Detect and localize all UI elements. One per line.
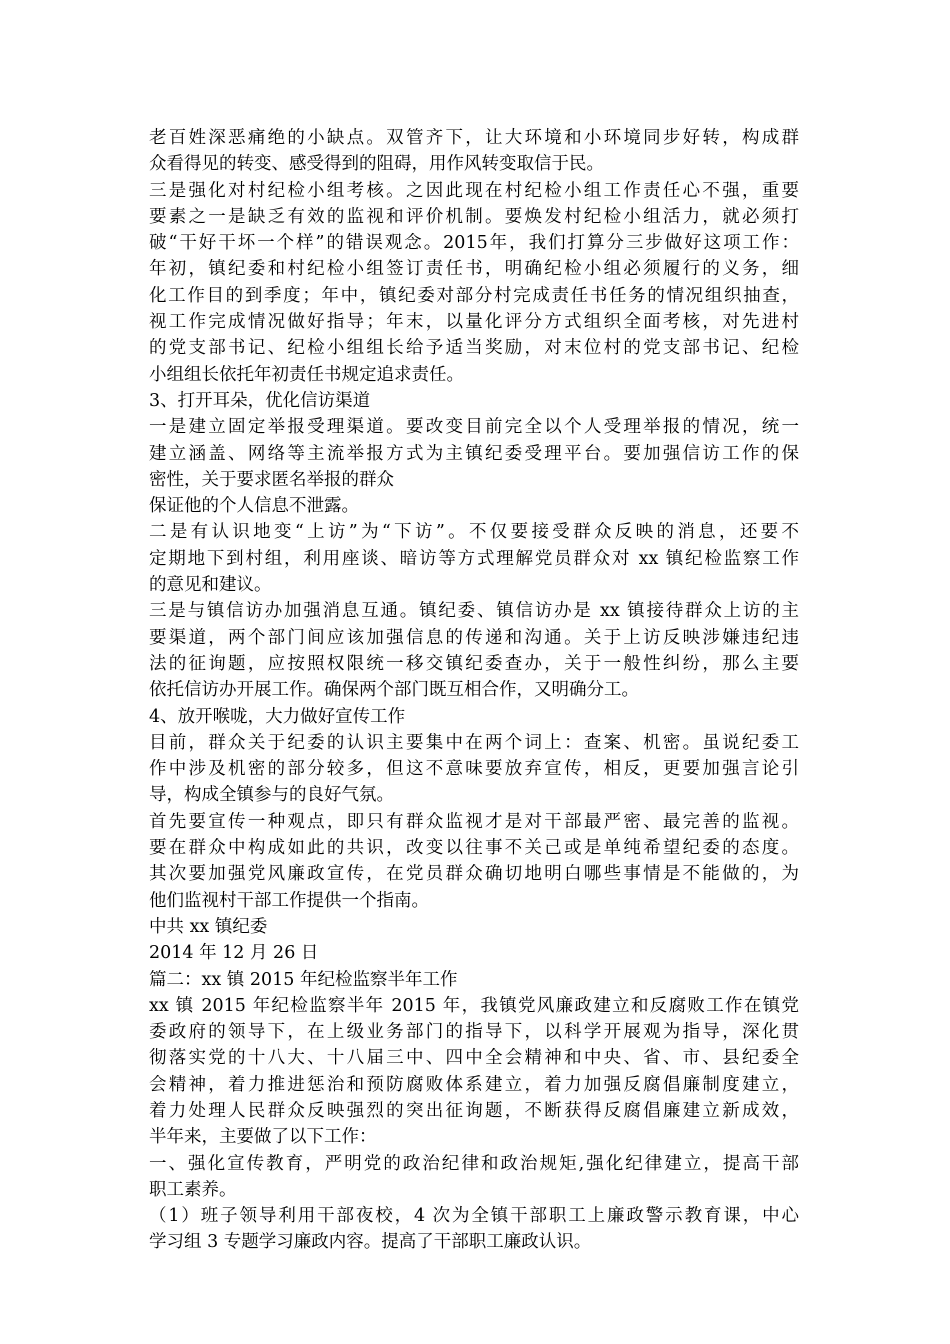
- text-line: 会精神，着力推进惩治和预防腐败体系建立，着力加强反腐倡廉制度建立，: [149, 1074, 799, 1095]
- document-body: [149, 125, 799, 1256]
- text-line: 篇二：xx 镇 2015 年纪检监察半年工作: [149, 969, 458, 990]
- text-line: 密性，关于要求匿名举报的群众: [149, 469, 394, 490]
- text-line: 2014 年 12 月 26 日: [149, 943, 319, 964]
- text-line: （1）班子领导利用干部夜校，4 次为全镇干部职工上廉政警示教育课，中心: [149, 1206, 799, 1227]
- text-line: 半年来，主要做了以下工作：: [149, 1127, 377, 1148]
- text-line: 三是强化对村纪检小组考核。之因此现在村纪检小组工作责任心不强，重要: [149, 180, 799, 201]
- text-line: 中共 xx 镇纪委: [149, 916, 268, 937]
- text-line: 导，构成全镇参与的良好气氛。: [149, 785, 394, 806]
- text-line: 要渠道，两个部门间应该加强信息的传递和沟通。关于上访反映涉嫌违纪违: [149, 627, 799, 648]
- text-line: xx 镇 2015 年纪检监察半年 2015 年，我镇党风廉政建立和反腐败工作在镇党: [149, 995, 799, 1016]
- text-line: 建立涵盖、网络等主流举报方式为主镇纪委受理平台。要加强信访工作的保: [149, 443, 799, 464]
- text-line: 学习组 3 专题学习廉政内容。提高了干部职工廉政认识。: [149, 1232, 592, 1253]
- text-line: 目前，群众关于纪委的认识主要集中在两个词上：查案、机密。虽说纪委工: [149, 732, 799, 753]
- text-line: 的党支部书记、纪检小组组长给予适当奖励，对末位村的党支部书记、纪检: [149, 338, 799, 359]
- text-line: 委政府的领导下，在上级业务部门的指导下，以科学开展观为指导，深化贯: [149, 1022, 799, 1043]
- text-line: 二是有认识地变“上访”为“下访”。不仅要接受群众反映的消息，还要不: [149, 522, 799, 543]
- text-line: 首先要宣传一种观点，即只有群众监视才是对干部最严密、最完善的监视。: [149, 811, 799, 832]
- text-line: 众看得见的转变、感受得到的阻碍，用作风转变取信于民。: [149, 154, 604, 175]
- text-line: 定期地下到村组，利用座谈、暗访等方式理解党员群众对 xx 镇纪检监察工作: [149, 548, 799, 569]
- text-line: 一是建立固定举报受理渠道。要改变目前完全以个人受理举报的情况，统一: [149, 417, 799, 438]
- text-line: 要在群众中构成如此的共识，改变以往事不关己或是单纯希望纪委的态度。: [149, 838, 799, 859]
- text-line: 职工素养。: [149, 1179, 237, 1200]
- text-line: 他们监视村干部工作提供一个指南。: [149, 890, 429, 911]
- text-line: 视工作完成情况做好指导；年末，以量化评分方式组织全面考核，对先进村: [149, 312, 799, 333]
- text-line: 依托信访办开展工作。确保两个部门既互相合作，又明确分工。: [149, 680, 639, 701]
- text-line: 4、放开喉咙，大力做好宣传工作: [149, 706, 406, 727]
- text-line: 其次要加强党风廉政宣传，在党员群众确切地明白哪些事情是不能做的，为: [149, 864, 799, 885]
- text-line: 保证他的个人信息不泄露。: [149, 496, 359, 517]
- text-line: 年初，镇纪委和村纪检小组签订责任书，明确纪检小组必须履行的义务，细: [149, 259, 799, 280]
- text-line: 彻落实党的十八大、十八届三中、四中全会精神和中央、省、市、县纪委全: [149, 1048, 799, 1069]
- text-line: 着力处理人民群众反映强烈的突出征询题，不断获得反腐倡廉建立新成效，: [149, 1100, 799, 1121]
- text-line: 作中涉及机密的部分较多，但这不意味要放弃宣传，相反，更要加强言论引: [149, 759, 799, 780]
- text-line: 一、强化宣传教育，严明党的政治纪律和政治规矩,强化纪律建立，提高干部: [149, 1153, 799, 1174]
- text-line: 要素之一是缺乏有效的监视和评价机制。要焕发村纪检小组活力，就必须打: [149, 206, 799, 227]
- text-line: 的意见和建议。: [149, 575, 272, 596]
- text-line: 法的征询题，应按照权限统一移交镇纪委查办，关于一般性纠纷，那么主要: [149, 653, 799, 674]
- text-line: 三是与镇信访办加强消息互通。镇纪委、镇信访办是 xx 镇接待群众上访的主: [149, 601, 799, 622]
- text-line: 3、打开耳朵，优化信访渠道: [149, 390, 371, 411]
- text-line: 小组组长依托年初责任书规定追求责任。: [149, 364, 464, 385]
- text-line: 化工作目的到季度；年中，镇纪委对部分村完成责任书任务的情况组织抽查，: [149, 285, 799, 306]
- text-line: 破“干好干坏一个样”的错误观念。2015年，我们打算分三步做好这项工作：: [149, 233, 799, 254]
- text-line: 老百姓深恶痛绝的小缺点。双管齐下，让大环境和小环境同步好转，构成群: [149, 128, 799, 148]
